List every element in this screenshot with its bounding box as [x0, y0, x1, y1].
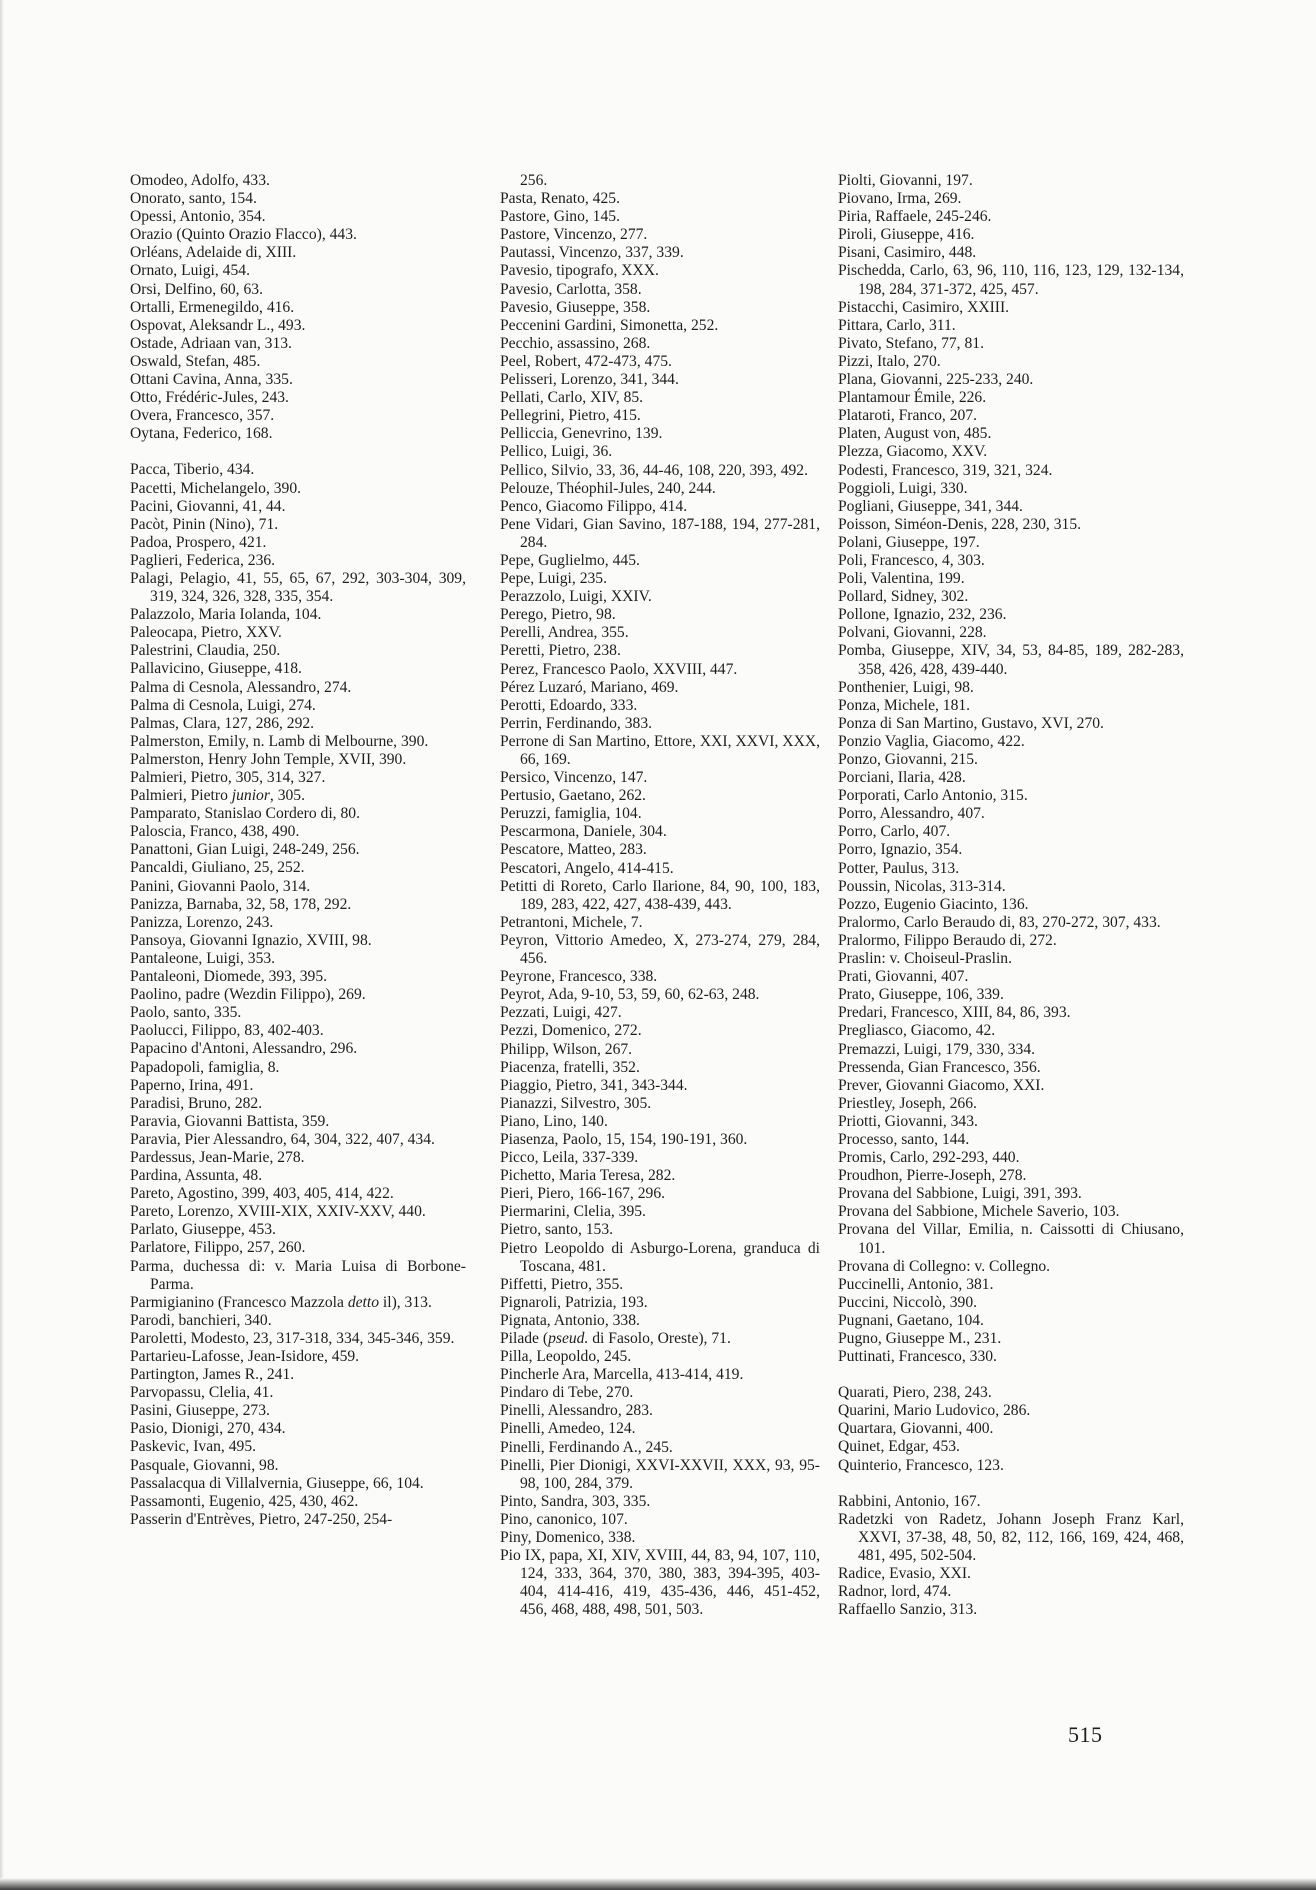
index-entry: Papadopoli, famiglia, 8.	[130, 1058, 280, 1076]
index-entry: Paravia, Pier Alessandro, 64, 304, 322, 407, 434.	[130, 1130, 435, 1148]
index-entry: Panizza, Lorenzo, 243.	[130, 913, 274, 931]
entry-text: il), 313.	[379, 1293, 432, 1311]
index-entry: Piolti, Giovanni, 197.	[838, 172, 973, 189]
index-entry: Paskevic, Ivan, 495.	[130, 1438, 257, 1456]
index-entry: Porro, Alessandro, 407.	[838, 805, 985, 823]
index-entry: Papacino d'Antoni, Alessandro, 296.	[130, 1040, 358, 1058]
index-entry: Pacini, Giovanni, 41, 44.	[130, 497, 286, 515]
index-entry: Poli, Valentina, 199.	[838, 570, 965, 588]
index-entry: Pignata, Antonio, 338.	[500, 1311, 640, 1329]
index-entry: Pizzi, Italo, 270.	[838, 352, 941, 370]
index-entry: Pellico, Silvio, 33, 36, 44-46, 108, 220, 393, 492.	[500, 461, 808, 479]
index-entry: Pardina, Assunta, 48.	[130, 1167, 263, 1185]
index-entry: Piroli, Giuseppe, 416.	[838, 226, 975, 244]
index-entry: Paleocapa, Pietro, XXV.	[130, 624, 282, 642]
index-entry: Palma di Cesnola, Luigi, 274.	[130, 696, 316, 714]
index-entry: Porro, Carlo, 407.	[838, 823, 951, 841]
index-entry	[500, 1330, 820, 1348]
index-entry: Pezzi, Domenico, 272.	[500, 1022, 642, 1040]
index-entry: Pacòt, Pinin (Nino), 71.	[130, 515, 279, 533]
index-entry: Partington, James R., 241.	[130, 1366, 295, 1384]
index-entry: Polvani, Giovanni, 228.	[838, 624, 987, 642]
index-entry: Pugno, Giuseppe M., 231.	[838, 1330, 1002, 1347]
entry-italic: pseud.	[548, 1330, 589, 1347]
index-entry: Quartara, Giovanni, 400.	[838, 1420, 994, 1438]
index-entry: Porro, Ignazio, 354.	[838, 841, 963, 859]
binding-edge-shadow	[0, 0, 4, 1890]
index-entry: Panattoni, Gian Luigi, 248-249, 256.	[130, 841, 360, 859]
index-entry: Proudhon, Pierre-Joseph, 278.	[838, 1167, 1027, 1185]
index-entry: Peyrot, Ada, 9-10, 53, 59, 60, 62-63, 248.	[500, 986, 760, 1004]
index-entry: Plana, Giovanni, 225-233, 240.	[838, 371, 1034, 389]
index-entry: Plezza, Giacomo, XXV.	[838, 443, 988, 461]
index-column-3	[838, 172, 1184, 1619]
index-entry	[130, 787, 466, 805]
index-entry: Oytana, Federico, 168.	[130, 425, 273, 443]
index-entry: Pezzati, Luigi, 427.	[500, 1004, 622, 1022]
index-entry: Overa, Francesco, 357.	[130, 407, 275, 425]
index-entry: Puttinati, Francesco, 330.	[838, 1348, 997, 1366]
index-entry: Paolino, padre (Wezdin Filippo), 269.	[130, 986, 366, 1004]
index-entry: Pietro Leopoldo di Asburgo-Lorena, granduca di Toscana, 481.	[500, 1239, 820, 1275]
entry-text: Palmieri, Pietro	[130, 787, 232, 805]
index-entry: Perrin, Ferdinando, 383.	[500, 714, 653, 732]
index-entry: Pastore, Vincenzo, 277.	[500, 226, 648, 244]
index-entry: Premazzi, Luigi, 179, 330, 334.	[838, 1040, 1036, 1058]
index-entry: Poisson, Siméon-Denis, 228, 230, 315.	[838, 515, 1082, 533]
index-entry: Pino, canonico, 107.	[500, 1510, 628, 1528]
index-entry: Prato, Giuseppe, 106, 339.	[838, 986, 1004, 1004]
index-entry: Padoa, Prospero, 421.	[130, 533, 267, 551]
index-entry: Pepe, Luigi, 235.	[500, 570, 607, 588]
index-entry: Perego, Pietro, 98.	[500, 606, 616, 624]
index-entry: Ponzio Vaglia, Giacomo, 422.	[838, 732, 1025, 750]
index-entry: Ponza, Michele, 181.	[838, 696, 971, 714]
index-entry: Puccinelli, Antonio, 381.	[838, 1275, 994, 1293]
index-entry: Peccenini Gardini, Simonetta, 252.	[500, 316, 719, 334]
index-entry: Oswald, Stefan, 485.	[130, 352, 261, 370]
index-entry: Pacetti, Michelangelo, 390.	[130, 479, 302, 497]
index-entry: Poggioli, Luigi, 330.	[838, 479, 968, 497]
index-entry: Paolo, santo, 335.	[130, 1004, 242, 1022]
index-entry: Radnor, lord, 474.	[838, 1583, 952, 1601]
index-entry: Pistacchi, Casimiro, XXIII.	[838, 298, 1010, 316]
index-entry: Passalacqua di Villalvernia, Giuseppe, 66, 104.	[130, 1474, 424, 1492]
index-entry: Peyrone, Francesco, 338.	[500, 968, 658, 986]
index-entry: Orsi, Delfino, 60, 63.	[130, 280, 263, 298]
index-entry: Quinet, Edgar, 453.	[838, 1438, 960, 1456]
index-entry: Ottani Cavina, Anna, 335.	[130, 371, 293, 389]
scan-bottom-edge	[0, 1878, 1316, 1890]
index-entry: Ortalli, Ermenegildo, 416.	[130, 298, 295, 316]
index-entry: Priestley, Joseph, 266.	[838, 1094, 977, 1112]
index-entry: Palazzolo, Maria Iolanda, 104.	[130, 606, 322, 624]
index-entry: Pinelli, Alessandro, 283.	[500, 1402, 653, 1420]
index-entry: Paravia, Giovanni Battista, 359.	[130, 1112, 330, 1130]
index-entry: Pelouze, Théophil-Jules, 240, 244.	[500, 479, 716, 497]
index-entry: Paroletti, Modesto, 23, 317-318, 334, 345-346, 359.	[130, 1329, 455, 1347]
index-entry: Petrantoni, Michele, 7.	[500, 913, 643, 931]
index-entry: Onorato, santo, 154.	[130, 190, 257, 208]
index-entry: Raffaello Sanzio, 313.	[838, 1601, 978, 1619]
index-entry: Pasta, Renato, 425.	[500, 190, 620, 208]
index-entry: Orazio (Quinto Orazio Flacco), 443.	[130, 226, 357, 244]
entry-text: Parmigianino (Francesco Mazzola	[130, 1293, 348, 1311]
index-entry: Potter, Paulus, 313.	[838, 859, 960, 877]
index-entry: Paperno, Irina, 491.	[130, 1076, 254, 1094]
index-entry: Piermarini, Clelia, 395.	[500, 1203, 646, 1221]
index-entry: Pisani, Casimiro, 448.	[838, 244, 977, 262]
index-entry: Quarati, Piero, 238, 243.	[838, 1384, 992, 1402]
index-entry: Pancaldi, Giuliano, 25, 252.	[130, 859, 305, 877]
index-entry: Pasini, Giuseppe, 273.	[130, 1402, 270, 1420]
index-entry: Ospovat, Aleksandr L., 493.	[130, 316, 306, 334]
index-entry: Piffetti, Pietro, 355.	[500, 1275, 624, 1293]
index-entry: Prati, Giovanni, 407.	[838, 968, 969, 986]
index-entry: Omodeo, Adolfo, 433.	[130, 172, 270, 189]
index-entry: Pasquale, Giovanni, 98.	[130, 1456, 279, 1474]
index-entry: Panizza, Barnaba, 32, 58, 178, 292.	[130, 895, 352, 913]
index-entry: Plantamour Émile, 226.	[838, 389, 987, 407]
index-entry: Pinelli, Pier Dionigi, XXVI-XXVII, XXX, 93, 95-98, 100, 284, 379.	[500, 1456, 820, 1492]
index-entry: Puccini, Niccolò, 390.	[838, 1293, 978, 1311]
index-entry: Pischedda, Carlo, 63, 96, 110, 116, 123, 129, 132-134, 198, 284, 371-372, 425, 457.	[838, 262, 1184, 298]
index-entry: Piaggio, Pietro, 341, 343-344.	[500, 1076, 688, 1094]
index-entry: Priotti, Giovanni, 343.	[838, 1112, 978, 1130]
index-entry: Parvopassu, Clelia, 41.	[130, 1384, 274, 1402]
index-entry: Pittara, Carlo, 311.	[838, 316, 956, 334]
index-entry: Pinto, Sandra, 303, 335.	[500, 1492, 651, 1510]
index-entry: Pinelli, Ferdinando A., 245.	[500, 1438, 673, 1456]
index-entry: Pio IX, papa, XI, XIV, XVIII, 44, 83, 94, 107, 110, 124, 333, 364, 370, 380, 383, 394-395, 403-404, 414-416, 419, 435-436, 446, 451-452, 456, 468, 488, 498, 501, 503.	[500, 1547, 820, 1619]
index-column-1	[130, 172, 466, 1529]
index-entry: Pivato, Stefano, 77, 81.	[838, 334, 984, 352]
index-entry: Ostade, Adriaan van, 313.	[130, 334, 292, 352]
index-entry: Pantaleone, Luigi, 353.	[130, 949, 276, 967]
index-entry: Perrone di San Martino, Ettore, XXI, XXVI, XXX, 66, 169.	[500, 732, 820, 768]
index-entry: Penco, Giacomo Filippo, 414.	[500, 497, 688, 515]
index-entry: Paglieri, Federica, 236.	[130, 551, 276, 569]
index-entry: Ponzo, Giovanni, 215.	[838, 751, 978, 768]
index-entry: Polani, Giuseppe, 197.	[838, 533, 980, 551]
entry-text: , 305.	[269, 787, 305, 805]
entry-italic: junior	[231, 787, 270, 805]
index-entry: Palmieri, Pietro, 305, 314, 327.	[130, 769, 326, 786]
index-entry: 256.	[520, 172, 548, 189]
index-entry: Parlato, Giuseppe, 453.	[130, 1221, 276, 1239]
index-entry	[130, 1294, 466, 1312]
index-entry: Pavesio, tipografo, XXX.	[500, 262, 659, 280]
index-entry: Pacca, Tiberio, 434.	[130, 461, 255, 479]
index-entry: Pogliani, Giuseppe, 341, 344.	[838, 497, 1023, 515]
index-entry: Peruzzi, famiglia, 104.	[500, 805, 642, 823]
index-entry: Pieri, Piero, 166-167, 296.	[500, 1185, 666, 1203]
index-entry: Processo, santo, 144.	[838, 1130, 970, 1148]
index-entry: Piasenza, Paolo, 15, 154, 190-191, 360.	[500, 1130, 748, 1148]
index-entry: Promis, Carlo, 292-293, 440.	[838, 1149, 1020, 1167]
index-entry: Pellati, Carlo, XIV, 85.	[500, 389, 644, 407]
index-entry: Poussin, Nicolas, 313-314.	[838, 877, 1006, 895]
index-entry: Perotti, Edoardo, 333.	[500, 696, 638, 714]
index-entry: Perazzolo, Luigi, XXIV.	[500, 588, 652, 606]
entry-text: Pilade (	[500, 1330, 549, 1347]
index-entry: Pescatori, Angelo, 414-415.	[500, 859, 674, 877]
index-entry: Pellegrini, Pietro, 415.	[500, 407, 641, 425]
index-entry: Pralormo, Carlo Beraudo di, 83, 270-272, 307, 433.	[838, 913, 1161, 931]
index-entry: Orléans, Adelaide di, XIII.	[130, 244, 297, 262]
index-entry: Pugnani, Gaetano, 104.	[838, 1311, 984, 1329]
index-entry: Provana del Villar, Emilia, n. Caissotti di Chiusano, 101.	[838, 1221, 1184, 1257]
index-entry: Pene Vidari, Gian Savino, 187-188, 194, 277-281, 284.	[500, 515, 820, 551]
index-entry: Pozzo, Eugenio Giacinto, 136.	[838, 895, 1029, 913]
index-entry: Peyron, Vittorio Amedeo, X, 273-274, 279, 284, 456.	[500, 931, 820, 968]
index-entry: Provana del Sabbione, Luigi, 391, 393.	[838, 1185, 1082, 1203]
index-entry: Opessi, Antonio, 354.	[130, 208, 266, 226]
index-entry: Picco, Leila, 337-339.	[500, 1149, 639, 1167]
index-entry: Passerin d'Entrèves, Pietro, 247-250, 254-	[130, 1510, 393, 1528]
index-entry: Pastore, Gino, 145.	[500, 208, 620, 226]
index-entry: Palmas, Clara, 127, 286, 292.	[130, 714, 315, 732]
index-entry: Pinelli, Amedeo, 124.	[500, 1420, 636, 1438]
index-entry: Provana di Collegno: v. Collegno.	[838, 1257, 1051, 1275]
index-entry: Praslin: v. Choiseul-Praslin.	[838, 950, 1012, 968]
index-entry: Pelisseri, Lorenzo, 341, 344.	[500, 371, 679, 389]
index-entry: Philipp, Wilson, 267.	[500, 1040, 633, 1058]
index-entry: Quarini, Mario Ludovico, 286.	[838, 1402, 1031, 1420]
index-entry: Pressenda, Gian Francesco, 356.	[838, 1058, 1041, 1076]
index-entry: Predari, Francesco, XIII, 84, 86, 393.	[838, 1004, 1071, 1022]
index-entry: Pellico, Luigi, 36.	[500, 443, 613, 461]
index-entry: Porporati, Carlo Antonio, 315.	[838, 787, 1028, 805]
index-entry: Pamparato, Stanislao Cordero di, 80.	[130, 805, 360, 823]
index-entry: Pindaro di Tebe, 270.	[500, 1384, 634, 1402]
index-entry: Parlatore, Filippo, 257, 260.	[130, 1239, 306, 1257]
index-entry: Paolucci, Filippo, 83, 402-403.	[130, 1022, 324, 1040]
index-entry: Palmerston, Henry John Temple, XVII, 390.	[130, 750, 407, 768]
index-entry: Pantaleoni, Diomede, 393, 395.	[130, 968, 328, 986]
index-entry: Pignaroli, Patrizia, 193.	[500, 1293, 648, 1311]
index-entry: Palma di Cesnola, Alessandro, 274.	[130, 678, 352, 696]
index-entry: Quinterio, Francesco, 123.	[838, 1456, 1004, 1474]
index-entry: Ponthenier, Luigi, 98.	[838, 678, 974, 696]
index-entry: Pilla, Leopoldo, 245.	[500, 1348, 632, 1366]
index-entry: Perez, Francesco Paolo, XXVIII, 447.	[500, 660, 738, 678]
index-entry: Pardessus, Jean-Marie, 278.	[130, 1148, 305, 1166]
entry-text: di Fasolo, Oreste), 71.	[588, 1330, 731, 1347]
index-entry: Pallavicino, Giuseppe, 418.	[130, 660, 302, 678]
index-entry: Pietro, santo, 153.	[500, 1221, 614, 1239]
index-entry: Pansoya, Giovanni Ignazio, XVIII, 98.	[130, 931, 372, 949]
index-entry: Ponza di San Martino, Gustavo, XVI, 270.	[838, 714, 1104, 732]
index-entry: Rabbini, Antonio, 167.	[838, 1492, 981, 1510]
index-entry: Podesti, Francesco, 319, 321, 324.	[838, 461, 1053, 479]
index-entry: Pareto, Lorenzo, XVIII-XIX, XXIV-XXV, 440.	[130, 1203, 426, 1221]
index-entry: Pelliccia, Genevrino, 139.	[500, 425, 663, 443]
index-entry: Radetzki von Radetz, Johann Joseph Franz Karl, XXVI, 37-38, 48, 50, 82, 112, 166, 169, 424, 468, 481, 495, 502-504.	[838, 1510, 1184, 1564]
entry-italic: detto	[347, 1293, 379, 1311]
index-entry: Radice, Evasio, XXI.	[838, 1565, 971, 1583]
index-entry: Passamonti, Eugenio, 425, 430, 462.	[130, 1492, 359, 1510]
index-entry: Provana del Sabbione, Michele Saverio, 103.	[838, 1203, 1120, 1221]
index-entry: Pareto, Agostino, 399, 403, 405, 414, 422.	[130, 1185, 394, 1203]
index-entry: Pollard, Sidney, 302.	[838, 588, 969, 606]
index-entry: Piovano, Irma, 269.	[838, 190, 962, 208]
index-entry: Persico, Vincenzo, 147.	[500, 769, 648, 787]
index-entry: Pianazzi, Silvestro, 305.	[500, 1094, 652, 1112]
index-entry: Pomba, Giuseppe, XIV, 34, 53, 84-85, 189, 282-283, 358, 426, 428, 439-440.	[838, 642, 1184, 678]
index-entry: Pecchio, assassino, 268.	[500, 334, 651, 352]
index-entry: Pescarmona, Daniele, 304.	[500, 823, 667, 841]
index-entry: Parma, duchessa di: v. Maria Luisa di Borbone-Parma.	[130, 1257, 466, 1293]
index-entry: Piacenza, fratelli, 352.	[500, 1058, 640, 1076]
index-entry: Petitti di Roreto, Carlo Ilarione, 84, 90, 100, 183, 189, 283, 422, 427, 438-439, 443.	[500, 877, 820, 913]
index-entry: Pavesio, Carlotta, 358.	[500, 280, 642, 298]
index-entry: Pasio, Dionigi, 270, 434.	[130, 1420, 286, 1438]
index-entry: Pautassi, Vincenzo, 337, 339.	[500, 244, 684, 262]
index-entry: Plataroti, Franco, 207.	[838, 407, 978, 425]
index-entry: Palagi, Pelagio, 41, 55, 65, 67, 292, 303-304, 309, 319, 324, 326, 328, 335, 354.	[130, 569, 466, 606]
index-entry: Piria, Raffaele, 245-246.	[838, 208, 992, 226]
index-entry: Platen, August von, 485.	[838, 425, 992, 443]
index-entry: Pincherle Ara, Marcella, 413-414, 419.	[500, 1366, 744, 1384]
index-entry: Ornato, Luigi, 454.	[130, 262, 250, 280]
index-column-2	[500, 172, 820, 1620]
index-entry: Pichetto, Maria Teresa, 282.	[500, 1167, 676, 1185]
index-entry: Piny, Domenico, 338.	[500, 1529, 636, 1547]
index-entry: Perelli, Andrea, 355.	[500, 624, 629, 642]
index-entry: Pescatore, Matteo, 283.	[500, 841, 647, 859]
index-entry: Parodi, banchieri, 340.	[130, 1311, 272, 1329]
index-entry: Pollone, Ignazio, 232, 236.	[838, 606, 1007, 624]
index-entry: Pepe, Guglielmo, 445.	[500, 551, 640, 569]
index-entry: Pertusio, Gaetano, 262.	[500, 787, 646, 805]
index-entry: Otto, Frédéric-Jules, 243.	[130, 389, 289, 407]
index-entry: Porciani, Ilaria, 428.	[838, 769, 966, 787]
index-entry: Pavesio, Giuseppe, 358.	[500, 298, 651, 316]
index-entry: Prever, Giovanni Giacomo, XXI.	[838, 1076, 1045, 1094]
index-entry: Palmerston, Emily, n. Lamb di Melbourne, 390.	[130, 732, 429, 750]
page-number: 515	[1068, 1722, 1103, 1747]
index-entry: Panini, Giovanni Paolo, 314.	[130, 877, 311, 895]
index-entry: Paloscia, Franco, 438, 490.	[130, 823, 300, 841]
index-entry: Pérez Luzaró, Mariano, 469.	[500, 678, 679, 696]
index-entry: Peretti, Pietro, 238.	[500, 642, 621, 660]
index-entry: Pralormo, Filippo Beraudo di, 272.	[838, 931, 1057, 949]
index-entry: Palestrini, Claudia, 250.	[130, 642, 281, 660]
index-entry: Paradisi, Bruno, 282.	[130, 1094, 263, 1112]
index-entry: Partarieu-Lafosse, Jean-Isidore, 459.	[130, 1348, 360, 1365]
index-entry: Pregliasco, Giacomo, 42.	[838, 1022, 996, 1040]
index-entry: Poli, Francesco, 4, 303.	[838, 551, 985, 569]
index-entry: Peel, Robert, 472-473, 475.	[500, 352, 672, 370]
index-entry: Piano, Lino, 140.	[500, 1112, 608, 1130]
